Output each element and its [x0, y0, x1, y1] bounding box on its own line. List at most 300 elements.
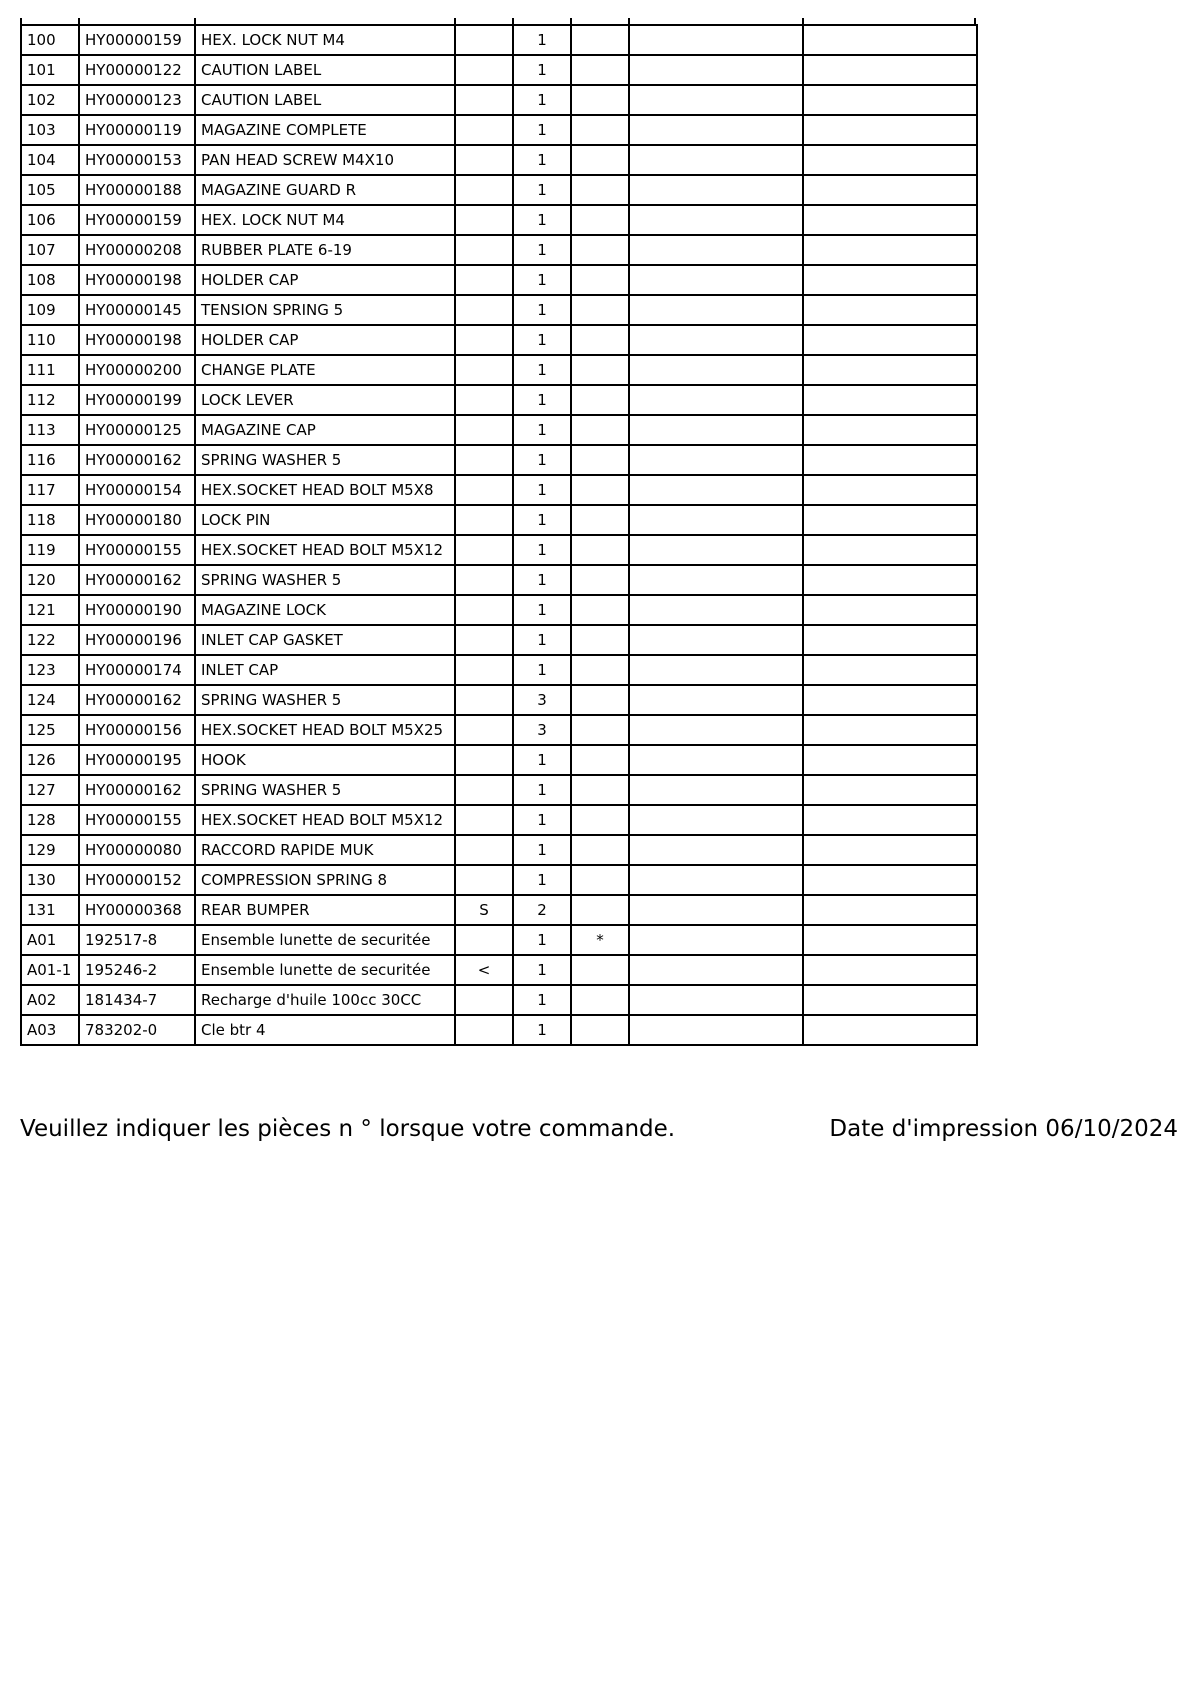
- description-cell: HEX.SOCKET HEAD BOLT M5X12: [195, 805, 455, 835]
- blank-cell: [629, 505, 803, 535]
- blank-cell: [629, 655, 803, 685]
- description-cell: SPRING WASHER 5: [195, 565, 455, 595]
- note-cell: [571, 595, 629, 625]
- blank-cell: [803, 685, 977, 715]
- blank-cell: [629, 595, 803, 625]
- note-cell: *: [571, 925, 629, 955]
- blank-cell: [803, 715, 977, 745]
- blank-cell: [629, 175, 803, 205]
- table-row: [21, 745, 977, 775]
- part-number-cell: HY00000156: [79, 715, 195, 745]
- quantity-cell: 1: [513, 565, 571, 595]
- description-cell: Cle btr 4: [195, 1015, 455, 1045]
- quantity-cell: 1: [513, 235, 571, 265]
- quantity-cell: 1: [513, 625, 571, 655]
- part-number-cell: HY00000174: [79, 655, 195, 685]
- table-row: [21, 475, 977, 505]
- quantity-cell: 1: [513, 355, 571, 385]
- note-cell: [571, 985, 629, 1015]
- note-cell: [571, 715, 629, 745]
- description-cell: HEX.SOCKET HEAD BOLT M5X12: [195, 535, 455, 565]
- blank-cell: [629, 715, 803, 745]
- table-row: [21, 835, 977, 865]
- ref-number-cell: 116: [21, 445, 79, 475]
- quantity-cell: 1: [513, 805, 571, 835]
- part-number-cell: HY00000123: [79, 85, 195, 115]
- note-cell: [571, 445, 629, 475]
- blank-cell: [803, 475, 977, 505]
- blank-cell: [629, 145, 803, 175]
- description-cell: SPRING WASHER 5: [195, 445, 455, 475]
- ref-number-cell: 118: [21, 505, 79, 535]
- blank-cell: [629, 25, 803, 55]
- flag-cell: [455, 985, 513, 1015]
- description-cell: MAGAZINE COMPLETE: [195, 115, 455, 145]
- blank-cell: [803, 265, 977, 295]
- table-row: [21, 145, 977, 175]
- description-cell: INLET CAP GASKET: [195, 625, 455, 655]
- blank-cell: [803, 115, 977, 145]
- note-cell: [571, 205, 629, 235]
- flag-cell: [455, 805, 513, 835]
- description-cell: COMPRESSION SPRING 8: [195, 865, 455, 895]
- blank-cell: [803, 865, 977, 895]
- part-number-cell: HY00000153: [79, 145, 195, 175]
- flag-cell: [455, 25, 513, 55]
- ref-number-cell: 121: [21, 595, 79, 625]
- blank-cell: [629, 355, 803, 385]
- blank-cell: [629, 85, 803, 115]
- blank-cell: [629, 835, 803, 865]
- note-cell: [571, 625, 629, 655]
- note-cell: [571, 175, 629, 205]
- blank-cell: [803, 775, 977, 805]
- blank-cell: [629, 415, 803, 445]
- part-number-cell: 783202-0: [79, 1015, 195, 1045]
- flag-cell: [455, 235, 513, 265]
- blank-cell: [803, 655, 977, 685]
- part-number-cell: HY00000119: [79, 115, 195, 145]
- quantity-cell: 1: [513, 1015, 571, 1045]
- quantity-cell: 1: [513, 835, 571, 865]
- part-number-cell: HY00000122: [79, 55, 195, 85]
- note-cell: [571, 505, 629, 535]
- table-row: [21, 265, 977, 295]
- table-row: [21, 505, 977, 535]
- table-row: [21, 235, 977, 265]
- note-cell: [571, 955, 629, 985]
- ref-number-cell: 129: [21, 835, 79, 865]
- blank-cell: [803, 955, 977, 985]
- table-row: [21, 775, 977, 805]
- description-cell: Ensemble lunette de securitée: [195, 925, 455, 955]
- flag-cell: [455, 55, 513, 85]
- blank-cell: [629, 745, 803, 775]
- flag-cell: [455, 115, 513, 145]
- quantity-cell: 1: [513, 985, 571, 1015]
- flag-cell: [455, 505, 513, 535]
- part-number-cell: HY00000200: [79, 355, 195, 385]
- flag-cell: [455, 1015, 513, 1045]
- part-number-cell: HY00000155: [79, 805, 195, 835]
- ref-number-cell: A03: [21, 1015, 79, 1045]
- blank-cell: [803, 415, 977, 445]
- part-number-cell: HY00000195: [79, 745, 195, 775]
- table-row: [21, 205, 977, 235]
- table-row: [21, 295, 977, 325]
- ref-number-cell: 105: [21, 175, 79, 205]
- ref-number-cell: 103: [21, 115, 79, 145]
- note-cell: [571, 265, 629, 295]
- quantity-cell: 1: [513, 145, 571, 175]
- parts-list-table: [20, 24, 978, 1046]
- flag-cell: [455, 775, 513, 805]
- parts-list-body: [21, 25, 977, 1045]
- description-cell: PAN HEAD SCREW M4X10: [195, 145, 455, 175]
- flag-cell: [455, 595, 513, 625]
- table-row: [21, 385, 977, 415]
- part-number-cell: HY00000159: [79, 205, 195, 235]
- flag-cell: [455, 295, 513, 325]
- part-number-cell: HY00000162: [79, 565, 195, 595]
- blank-cell: [803, 625, 977, 655]
- blank-cell: [803, 85, 977, 115]
- part-number-cell: HY00000080: [79, 835, 195, 865]
- flag-cell: [455, 655, 513, 685]
- table-row: [21, 175, 977, 205]
- quantity-cell: 1: [513, 535, 571, 565]
- blank-cell: [629, 925, 803, 955]
- flag-cell: [455, 835, 513, 865]
- table-row: [21, 115, 977, 145]
- description-cell: HOOK: [195, 745, 455, 775]
- part-number-cell: HY00000155: [79, 535, 195, 565]
- blank-cell: [629, 325, 803, 355]
- description-cell: Recharge d'huile 100cc 30CC: [195, 985, 455, 1015]
- description-cell: LOCK LEVER: [195, 385, 455, 415]
- note-cell: [571, 685, 629, 715]
- blank-cell: [629, 775, 803, 805]
- blank-cell: [803, 805, 977, 835]
- order-instruction-note: Veuillez indiquer les pièces n ° lorsque votre commande.: [20, 1116, 676, 1142]
- blank-cell: [803, 595, 977, 625]
- description-cell: CAUTION LABEL: [195, 85, 455, 115]
- blank-cell: [803, 235, 977, 265]
- note-cell: [571, 655, 629, 685]
- ref-number-cell: 125: [21, 715, 79, 745]
- ref-number-cell: 117: [21, 475, 79, 505]
- blank-cell: [803, 745, 977, 775]
- table-row: [21, 985, 977, 1015]
- part-number-cell: HY00000154: [79, 475, 195, 505]
- blank-cell: [803, 535, 977, 565]
- blank-cell: [629, 1015, 803, 1045]
- flag-cell: [455, 175, 513, 205]
- quantity-cell: 1: [513, 205, 571, 235]
- part-number-cell: HY00000125: [79, 415, 195, 445]
- part-number-cell: HY00000198: [79, 325, 195, 355]
- part-number-cell: HY00000162: [79, 685, 195, 715]
- flag-cell: [455, 715, 513, 745]
- note-cell: [571, 385, 629, 415]
- blank-cell: [803, 895, 977, 925]
- flag-cell: [455, 265, 513, 295]
- ref-number-cell: 120: [21, 565, 79, 595]
- blank-cell: [803, 1015, 977, 1045]
- quantity-cell: 1: [513, 925, 571, 955]
- note-cell: [571, 55, 629, 85]
- blank-cell: [629, 985, 803, 1015]
- table-row: [21, 325, 977, 355]
- description-cell: CAUTION LABEL: [195, 55, 455, 85]
- ref-number-cell: 113: [21, 415, 79, 445]
- blank-cell: [803, 355, 977, 385]
- table-row: [21, 685, 977, 715]
- quantity-cell: 3: [513, 715, 571, 745]
- flag-cell: [455, 865, 513, 895]
- table-row: [21, 805, 977, 835]
- blank-cell: [629, 625, 803, 655]
- ref-number-cell: 107: [21, 235, 79, 265]
- table-row: [21, 415, 977, 445]
- quantity-cell: 1: [513, 475, 571, 505]
- table-row: [21, 25, 977, 55]
- table-row: [21, 565, 977, 595]
- note-cell: [571, 745, 629, 775]
- flag-cell: [455, 205, 513, 235]
- flag-cell: [455, 325, 513, 355]
- blank-cell: [629, 55, 803, 85]
- blank-cell: [803, 835, 977, 865]
- part-number-cell: HY00000190: [79, 595, 195, 625]
- quantity-cell: 1: [513, 325, 571, 355]
- quantity-cell: 1: [513, 415, 571, 445]
- part-number-cell: 181434-7: [79, 985, 195, 1015]
- quantity-cell: 1: [513, 505, 571, 535]
- part-number-cell: HY00000196: [79, 625, 195, 655]
- part-number-cell: HY00000208: [79, 235, 195, 265]
- description-cell: TENSION SPRING 5: [195, 295, 455, 325]
- quantity-cell: 3: [513, 685, 571, 715]
- blank-cell: [629, 445, 803, 475]
- table-row: [21, 625, 977, 655]
- flag-cell: [455, 475, 513, 505]
- ref-number-cell: 119: [21, 535, 79, 565]
- note-cell: [571, 25, 629, 55]
- ref-number-cell: 128: [21, 805, 79, 835]
- table-row: [21, 895, 977, 925]
- ref-number-cell: A01-1: [21, 955, 79, 985]
- table-row: [21, 655, 977, 685]
- note-cell: [571, 475, 629, 505]
- quantity-cell: 1: [513, 385, 571, 415]
- flag-cell: [455, 745, 513, 775]
- description-cell: MAGAZINE CAP: [195, 415, 455, 445]
- blank-cell: [629, 265, 803, 295]
- description-cell: MAGAZINE LOCK: [195, 595, 455, 625]
- part-number-cell: HY00000198: [79, 265, 195, 295]
- ref-number-cell: 122: [21, 625, 79, 655]
- note-cell: [571, 355, 629, 385]
- blank-cell: [629, 115, 803, 145]
- part-number-cell: HY00000152: [79, 865, 195, 895]
- print-date: Date d'impression 06/10/2024: [829, 1116, 1178, 1142]
- flag-cell: [455, 535, 513, 565]
- note-cell: [571, 235, 629, 265]
- ref-number-cell: 124: [21, 685, 79, 715]
- note-cell: [571, 805, 629, 835]
- blank-cell: [803, 145, 977, 175]
- blank-cell: [803, 25, 977, 55]
- blank-cell: [629, 295, 803, 325]
- description-cell: REAR BUMPER: [195, 895, 455, 925]
- ref-number-cell: 100: [21, 25, 79, 55]
- blank-cell: [629, 685, 803, 715]
- description-cell: MAGAZINE GUARD R: [195, 175, 455, 205]
- blank-cell: [803, 175, 977, 205]
- blank-cell: [803, 925, 977, 955]
- flag-cell: [455, 685, 513, 715]
- part-number-cell: HY00000162: [79, 445, 195, 475]
- part-number-cell: HY00000180: [79, 505, 195, 535]
- description-cell: HEX. LOCK NUT M4: [195, 25, 455, 55]
- table-row: [21, 925, 977, 955]
- ref-number-cell: 108: [21, 265, 79, 295]
- quantity-cell: 2: [513, 895, 571, 925]
- part-number-cell: HY00000159: [79, 25, 195, 55]
- note-cell: [571, 415, 629, 445]
- flag-cell: [455, 385, 513, 415]
- blank-cell: [803, 55, 977, 85]
- ref-number-cell: 104: [21, 145, 79, 175]
- table-row: [21, 535, 977, 565]
- ref-number-cell: 131: [21, 895, 79, 925]
- ref-number-cell: A01: [21, 925, 79, 955]
- ref-number-cell: A02: [21, 985, 79, 1015]
- flag-cell: [455, 925, 513, 955]
- quantity-cell: 1: [513, 745, 571, 775]
- quantity-cell: 1: [513, 865, 571, 895]
- description-cell: CHANGE PLATE: [195, 355, 455, 385]
- note-cell: [571, 145, 629, 175]
- note-cell: [571, 565, 629, 595]
- blank-cell: [803, 325, 977, 355]
- description-cell: RUBBER PLATE 6-19: [195, 235, 455, 265]
- table-row: [21, 1015, 977, 1045]
- blank-cell: [629, 385, 803, 415]
- description-cell: INLET CAP: [195, 655, 455, 685]
- blank-cell: [803, 445, 977, 475]
- part-number-cell: HY00000145: [79, 295, 195, 325]
- quantity-cell: 1: [513, 55, 571, 85]
- part-number-cell: 195246-2: [79, 955, 195, 985]
- quantity-cell: 1: [513, 265, 571, 295]
- description-cell: HOLDER CAP: [195, 265, 455, 295]
- blank-cell: [803, 565, 977, 595]
- note-cell: [571, 535, 629, 565]
- description-cell: HOLDER CAP: [195, 325, 455, 355]
- flag-cell: [455, 145, 513, 175]
- quantity-cell: 1: [513, 175, 571, 205]
- blank-cell: [803, 205, 977, 235]
- description-cell: Ensemble lunette de securitée: [195, 955, 455, 985]
- note-cell: [571, 835, 629, 865]
- table-row: [21, 715, 977, 745]
- blank-cell: [803, 505, 977, 535]
- flag-cell: [455, 625, 513, 655]
- flag-cell: [455, 85, 513, 115]
- part-number-cell: HY00000368: [79, 895, 195, 925]
- ref-number-cell: 111: [21, 355, 79, 385]
- note-cell: [571, 895, 629, 925]
- quantity-cell: 1: [513, 955, 571, 985]
- blank-cell: [629, 895, 803, 925]
- note-cell: [571, 325, 629, 355]
- description-cell: HEX.SOCKET HEAD BOLT M5X8: [195, 475, 455, 505]
- description-cell: HEX.SOCKET HEAD BOLT M5X25: [195, 715, 455, 745]
- note-cell: [571, 85, 629, 115]
- blank-cell: [629, 235, 803, 265]
- blank-cell: [629, 535, 803, 565]
- blank-cell: [803, 385, 977, 415]
- ref-number-cell: 101: [21, 55, 79, 85]
- quantity-cell: 1: [513, 25, 571, 55]
- note-cell: [571, 115, 629, 145]
- description-cell: SPRING WASHER 5: [195, 685, 455, 715]
- flag-cell: <: [455, 955, 513, 985]
- blank-cell: [629, 565, 803, 595]
- description-cell: HEX. LOCK NUT M4: [195, 205, 455, 235]
- description-cell: SPRING WASHER 5: [195, 775, 455, 805]
- note-cell: [571, 865, 629, 895]
- description-cell: RACCORD RAPIDE MUK: [195, 835, 455, 865]
- table-row: [21, 445, 977, 475]
- ref-number-cell: 130: [21, 865, 79, 895]
- blank-cell: [629, 475, 803, 505]
- table-row: [21, 865, 977, 895]
- table-row: [21, 955, 977, 985]
- quantity-cell: 1: [513, 445, 571, 475]
- blank-cell: [629, 805, 803, 835]
- note-cell: [571, 1015, 629, 1045]
- ref-number-cell: 123: [21, 655, 79, 685]
- blank-cell: [629, 955, 803, 985]
- part-number-cell: HY00000188: [79, 175, 195, 205]
- flag-cell: S: [455, 895, 513, 925]
- blank-cell: [629, 865, 803, 895]
- quantity-cell: 1: [513, 115, 571, 145]
- table-row: [21, 355, 977, 385]
- description-cell: LOCK PIN: [195, 505, 455, 535]
- part-number-cell: HY00000162: [79, 775, 195, 805]
- flag-cell: [455, 355, 513, 385]
- part-number-cell: 192517-8: [79, 925, 195, 955]
- blank-cell: [629, 205, 803, 235]
- ref-number-cell: 102: [21, 85, 79, 115]
- table-row: [21, 85, 977, 115]
- blank-cell: [803, 985, 977, 1015]
- ref-number-cell: 126: [21, 745, 79, 775]
- flag-cell: [455, 445, 513, 475]
- ref-number-cell: 110: [21, 325, 79, 355]
- quantity-cell: 1: [513, 595, 571, 625]
- quantity-cell: 1: [513, 295, 571, 325]
- note-cell: [571, 775, 629, 805]
- ref-number-cell: 112: [21, 385, 79, 415]
- quantity-cell: 1: [513, 85, 571, 115]
- ref-number-cell: 106: [21, 205, 79, 235]
- blank-cell: [803, 295, 977, 325]
